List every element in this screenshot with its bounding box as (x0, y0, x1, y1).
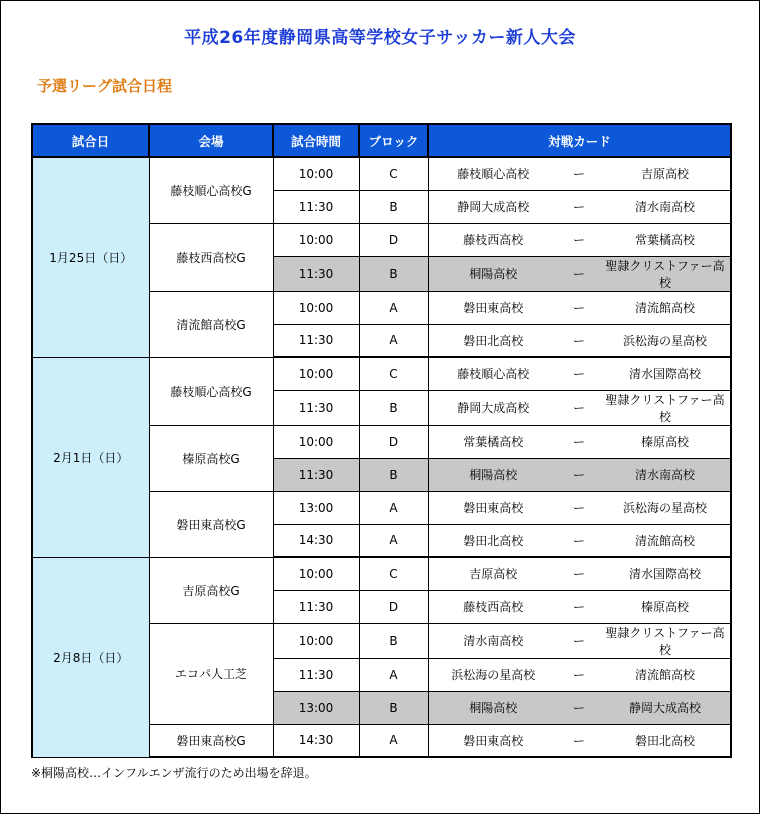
match-date-cell: 2月1日（日） (32, 357, 149, 557)
table-row (32, 357, 731, 390)
match-time-cell: 11:30 (273, 324, 359, 357)
block-cell: B (359, 390, 428, 425)
versus-dash: ー (558, 291, 600, 324)
versus-dash: ー (558, 190, 600, 223)
footnote: ※桐陽高校…インフルエンザ流行のため出場を辞退。 (31, 766, 317, 780)
match-time-cell: 10:00 (273, 291, 359, 324)
versus-dash: ー (558, 491, 600, 524)
venue-cell: 藤枝順心高校G (149, 157, 273, 223)
schedule-table (31, 123, 732, 758)
venue-cell: 磐田東高校G (149, 491, 273, 557)
home-team-cell: 磐田東高校 (428, 291, 558, 324)
match-time-cell: 11:30 (273, 390, 359, 425)
away-team-cell: 榛原高校 (600, 590, 731, 623)
home-team-cell: 桐陽高校 (428, 458, 558, 491)
block-cell: B (359, 458, 428, 491)
versus-dash: ー (558, 691, 600, 724)
block-cell: B (359, 256, 428, 291)
venue-cell: 榛原高校G (149, 425, 273, 491)
match-time-cell: 10:00 (273, 223, 359, 256)
away-team-cell: 静岡大成高校 (600, 691, 731, 724)
home-team-cell: 藤枝西高校 (428, 590, 558, 623)
block-cell: B (359, 623, 428, 658)
versus-dash: ー (558, 557, 600, 590)
home-team-cell: 磐田北高校 (428, 524, 558, 557)
venue-cell: エコパ人工芝 (149, 623, 273, 724)
match-time-cell: 11:30 (273, 658, 359, 691)
away-team-cell: 清水南高校 (600, 458, 731, 491)
match-time-cell: 11:30 (273, 458, 359, 491)
away-team-cell: 清流館高校 (600, 658, 731, 691)
match-time-cell: 14:30 (273, 724, 359, 757)
match-time-cell: 11:30 (273, 256, 359, 291)
match-time-cell: 11:30 (273, 190, 359, 223)
versus-dash: ー (558, 458, 600, 491)
header-matchup: 対戦カード (428, 124, 731, 157)
table-row (32, 557, 731, 590)
away-team-cell: 榛原高校 (600, 425, 731, 458)
section-subtitle: 予選リーグ試合日程 (37, 77, 173, 95)
home-team-cell: 清水南高校 (428, 623, 558, 658)
away-team-cell: 清水国際高校 (600, 557, 731, 590)
versus-dash: ー (558, 324, 600, 357)
home-team-cell: 磐田北高校 (428, 324, 558, 357)
block-cell: A (359, 724, 428, 757)
page-title: 平成26年度静岡県高等学校女子サッカー新人大会 (184, 28, 576, 48)
block-cell: A (359, 524, 428, 557)
home-team-cell: 藤枝順心高校 (428, 157, 558, 190)
versus-dash: ー (558, 357, 600, 390)
versus-dash: ー (558, 256, 600, 291)
home-team-cell: 常葉橘高校 (428, 425, 558, 458)
table-header-row (32, 124, 731, 157)
venue-cell: 清流館高校G (149, 291, 273, 357)
block-cell: C (359, 557, 428, 590)
block-cell: C (359, 157, 428, 190)
match-time-cell: 14:30 (273, 524, 359, 557)
venue-cell: 吉原高校G (149, 557, 273, 623)
match-date-cell: 1月25日（日） (32, 157, 149, 357)
away-team-cell: 浜松海の星高校 (600, 491, 731, 524)
away-team-cell: 聖隷クリストファー高校 (600, 390, 731, 425)
match-date-cell: 2月8日（日） (32, 557, 149, 757)
versus-dash: ー (558, 157, 600, 190)
versus-dash: ー (558, 524, 600, 557)
home-team-cell: 磐田東高校 (428, 491, 558, 524)
away-team-cell: 清流館高校 (600, 524, 731, 557)
home-team-cell: 藤枝順心高校 (428, 357, 558, 390)
versus-dash: ー (558, 724, 600, 757)
versus-dash: ー (558, 623, 600, 658)
home-team-cell: 磐田東高校 (428, 724, 558, 757)
schedule-body (32, 157, 731, 757)
block-cell: D (359, 223, 428, 256)
header-time: 試合時間 (273, 124, 359, 157)
away-team-cell: 清水南高校 (600, 190, 731, 223)
match-time-cell: 10:00 (273, 157, 359, 190)
home-team-cell: 藤枝西高校 (428, 223, 558, 256)
home-team-cell: 静岡大成高校 (428, 390, 558, 425)
venue-cell: 藤枝西高校G (149, 223, 273, 291)
versus-dash: ー (558, 425, 600, 458)
away-team-cell: 聖隷クリストファー高校 (600, 623, 731, 658)
block-cell: A (359, 491, 428, 524)
away-team-cell: 清水国際高校 (600, 357, 731, 390)
block-cell: C (359, 357, 428, 390)
away-team-cell: 吉原高校 (600, 157, 731, 190)
home-team-cell: 桐陽高校 (428, 691, 558, 724)
versus-dash: ー (558, 390, 600, 425)
home-team-cell: 浜松海の星高校 (428, 658, 558, 691)
block-cell: D (359, 425, 428, 458)
block-cell: A (359, 291, 428, 324)
away-team-cell: 磐田北高校 (600, 724, 731, 757)
away-team-cell: 常葉橘高校 (600, 223, 731, 256)
match-time-cell: 13:00 (273, 491, 359, 524)
block-cell: A (359, 324, 428, 357)
home-team-cell: 吉原高校 (428, 557, 558, 590)
header-date: 試合日 (32, 124, 149, 157)
home-team-cell: 桐陽高校 (428, 256, 558, 291)
away-team-cell: 清流館高校 (600, 291, 731, 324)
away-team-cell: 聖隷クリストファー高校 (600, 256, 731, 291)
versus-dash: ー (558, 590, 600, 623)
home-team-cell: 静岡大成高校 (428, 190, 558, 223)
away-team-cell: 浜松海の星高校 (600, 324, 731, 357)
match-time-cell: 13:00 (273, 691, 359, 724)
venue-cell: 藤枝順心高校G (149, 357, 273, 425)
versus-dash: ー (558, 223, 600, 256)
block-cell: A (359, 658, 428, 691)
table-row (32, 157, 731, 190)
match-time-cell: 10:00 (273, 623, 359, 658)
versus-dash: ー (558, 658, 600, 691)
match-time-cell: 11:30 (273, 590, 359, 623)
block-cell: D (359, 590, 428, 623)
match-time-cell: 10:00 (273, 357, 359, 390)
header-block: ブロック (359, 124, 428, 157)
match-time-cell: 10:00 (273, 557, 359, 590)
header-venue: 会場 (149, 124, 273, 157)
match-time-cell: 10:00 (273, 425, 359, 458)
block-cell: B (359, 190, 428, 223)
block-cell: B (359, 691, 428, 724)
venue-cell: 磐田東高校G (149, 724, 273, 757)
